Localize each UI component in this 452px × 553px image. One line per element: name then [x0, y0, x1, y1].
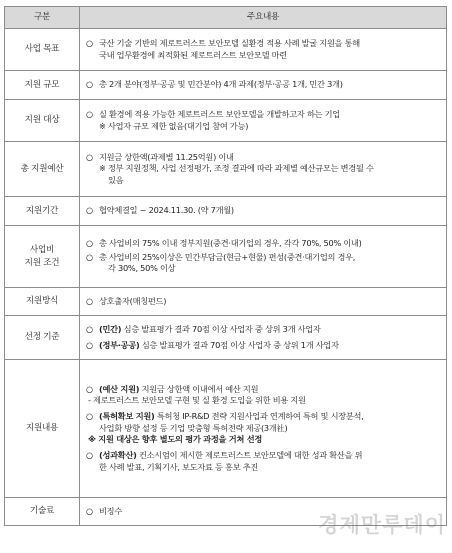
row-content-method — [80, 288, 447, 316]
bullet-icon: ○ — [86, 449, 93, 460]
row-content-condition — [80, 226, 447, 288]
row-content-scale — [80, 71, 447, 100]
publisher-watermark: 경제만루데이 — [318, 512, 446, 537]
emphasis-text: (민간) — [99, 323, 122, 334]
text-line: 총 2개 분야(정부·공공 및 민간분야) 4개 과제(정부·공공 1개, 민간 3개) — [99, 79, 343, 90]
bullet-icon: ○ — [86, 383, 93, 394]
table-row — [5, 360, 447, 498]
text-line: 지원금 상한액(과제별 11.25억원) 이내 — [99, 151, 234, 162]
reference-note: ※ 사업자 규모 제한 없음(대기업 참여 가능) — [99, 120, 249, 131]
row-content-content — [80, 360, 447, 498]
table-header-row — [5, 7, 447, 29]
row-content-selection — [80, 316, 447, 360]
text-line: 총 사업비의 75% 이내 정부지원(중견·대기업의 경우, 각각 70%, 50% 이내) — [99, 238, 362, 249]
reference-note: ※ 지원 대상은 향후 별도의 평가 과정을 거쳐 선정 — [88, 434, 263, 445]
table-row — [5, 142, 447, 197]
text-line: 컨소시엄이 제시한 제로트러스트 보안모델에 대한 성과 확산을 위 — [136, 449, 363, 460]
bullet-icon: ○ — [86, 205, 93, 216]
row-label-target: 지원 대상 — [5, 100, 80, 142]
support-program-table — [4, 6, 447, 526]
text-line: 지원금 상한액 이내에서 예산 지원 — [139, 383, 259, 394]
row-label-selection: 선정 기준 — [5, 316, 80, 360]
table-row — [5, 197, 447, 226]
text-line: 한 사례 발표, 기획기사, 보도자료 등 홍보 추진 — [99, 461, 259, 472]
bullet-icon: ○ — [86, 108, 93, 119]
bullet-icon: ○ — [86, 323, 93, 334]
table-row — [5, 288, 447, 316]
bullet-icon: ○ — [86, 505, 93, 516]
bullet-icon: ○ — [86, 37, 93, 48]
label-line: 지원 조건 — [24, 257, 60, 268]
table-row — [5, 498, 447, 526]
text-line: 총 사업비의 25%이상은 민간부담금(현금+현물) 편성(중견·대기업의 경우, — [99, 251, 356, 262]
bullet-icon: ○ — [86, 295, 93, 306]
row-label-content: 지원내용 — [5, 360, 80, 498]
table-row — [5, 226, 447, 288]
row-label-method: 지원방식 — [5, 288, 80, 316]
text-line: - 제로트러스트 보안모델 구현 및 실 환경 도입을 위한 비용 지원 — [88, 395, 306, 406]
text-line: 실 환경에 적용 가능한 제로트러스트 보안모델을 개발하고자 하는 기업 — [99, 108, 340, 119]
bullet-icon: ○ — [86, 251, 93, 262]
reference-note: ※ 정부 지원정책, 사업 선정평가, 조정 결과에 따라 과제별 예산규모는 변경될 수 — [99, 163, 374, 174]
text-line: 국내 업무환경에 최적화된 제로트러스트 보안모델 마련 — [99, 49, 287, 60]
emphasis-text: (성과확산) — [99, 449, 137, 460]
row-content-budget — [80, 142, 447, 197]
row-content-fee — [80, 498, 447, 526]
table-row — [5, 29, 447, 71]
text-line: 각 30%, 50% 이상 — [108, 263, 176, 274]
text-line: 국산 기술 기반의 제로트러스트 보안모델 실환경 적용 사례 발굴 지원을 통해 — [99, 37, 360, 48]
header-category: 구분 — [5, 7, 80, 29]
row-label-purpose: 사업 목표 — [5, 29, 80, 71]
reference-note-cont: 있음 — [108, 174, 124, 185]
row-content-period — [80, 197, 447, 226]
text-line: 비징수 — [99, 505, 122, 516]
label-line: 사업비 — [29, 245, 55, 256]
row-label-fee: 기술료 — [5, 498, 80, 526]
row-label-period: 지원기간 — [5, 197, 80, 226]
table-row — [5, 71, 447, 100]
text-line: 심층 발표평가 결과 70점 이상 사업자 중 상위 1개 사업자 — [139, 339, 339, 350]
text-line: 상호출자(매칭펀드) — [99, 295, 167, 306]
bullet-icon: ○ — [86, 238, 93, 249]
row-label-scale: 지원 규모 — [5, 71, 80, 100]
table-row — [5, 316, 447, 360]
row-content-purpose — [80, 29, 447, 71]
table-row — [5, 100, 447, 142]
text-line: 특허청 IP-R&D 전략 지원사업과 연계하여 특허 및 시장분석, — [154, 411, 364, 422]
emphasis-text: (정부·공공) — [99, 339, 140, 350]
emphasis-text: (예산 지원) — [99, 383, 140, 394]
text-line: 심층 발표평가 결과 70점 이상 사업자 중 상위 3개 사업자 — [121, 323, 321, 334]
header-main-content: 주요내용 — [80, 7, 447, 29]
bullet-icon: ○ — [86, 339, 93, 350]
row-label-condition — [5, 226, 80, 288]
row-content-target — [80, 100, 447, 142]
text-line: 협약체결일 ~ 2024.11.30. (약 7개월) — [99, 205, 234, 216]
emphasis-text: (특허확보 지원) — [99, 411, 155, 422]
row-label-budget: 총 지원예산 — [5, 142, 80, 197]
text-line: 사업화 방향 설정 등 기업 맞춤형 특허전략 제공(3개社) — [99, 422, 288, 433]
bullet-icon: ○ — [86, 79, 93, 90]
bullet-icon: ○ — [86, 151, 93, 162]
bullet-icon: ○ — [86, 411, 93, 422]
